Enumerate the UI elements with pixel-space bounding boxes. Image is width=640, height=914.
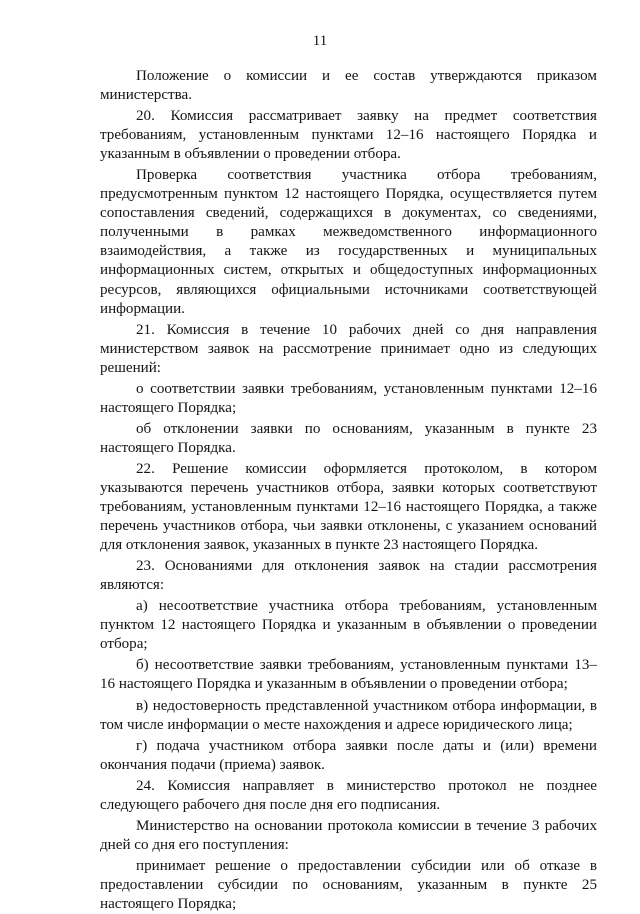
paragraph: г) подача участником отбора заявки после даты и (или) времени окончания подачи (приема) заявок. [100, 737, 597, 773]
paragraph: 24. Комиссия направляет в министерство протокол не позднее следующего рабочего дня после дня его подписания. [100, 777, 597, 813]
paragraph: б) несоответствие заявки требованиям, установленным пунктами 13–16 настоящего Порядка и указанным в объявлении о проведении отбора; [100, 657, 597, 693]
paragraph: в) недостоверность представленной участником отбора информации, в том числе информации о месте нахождения и адресе юридического лица; [100, 697, 597, 733]
paragraph: об отклонении заявки по основаниям, указанным в пункте 23 настоящего Порядка. [100, 420, 597, 456]
paragraph: о соответствии заявки требованиям, установленным пунктами 12–16 настоящего Порядка; [100, 380, 597, 416]
paragraph: 23. Основаниями для отклонения заявок на стадии рассмотрения являются: [100, 558, 597, 594]
paragraph: Проверка соответствия участника отбора требованиям, предусмотренным пунктом 12 настоящего Порядка, осуществляется путем сопоставления сведений, содержащихся в документах, со сведениями, полученными в рамках межведомственного информационного взаимодействия, а также из государственных и муниципальных информационных систем, открытых и общедоступных информационных ресурсов, являющихся официальными источниками соответствующей информации. [100, 167, 597, 317]
paragraph: 21. Комиссия в течение 10 рабочих дней со дня направления министерством заявок на рассмотрение принимает одно из следующих решений: [100, 321, 597, 376]
document-body [100, 67, 597, 914]
page-number: 11 [312, 33, 328, 49]
paragraph: 20. Комиссия рассматривает заявку на предмет соответствия требованиям, установленным пунктами 12–16 настоящего Порядка и указанным в объявлении о проведении отбора. [100, 108, 597, 163]
paragraph: а) несоответствие участника отбора требованиям, установленным пунктом 12 настоящего Порядка и указанным в объявлении о проведении отбора; [100, 598, 597, 653]
paragraph: Министерство на основании протокола комиссии в течение 3 рабочих дней со дня его поступления: [100, 817, 597, 853]
paragraph: Положение о комиссии и ее состав утверждаются приказом министерства. [100, 68, 597, 104]
paragraph: принимает решение о предоставлении субсидии или об отказе в предоставлении субсидии по основаниям, указанным в пункте 25 настоящего Порядка; [100, 857, 597, 912]
paragraph: 22. Решение комиссии оформляется протоколом, в котором указываются перечень участников отбора, заявки которых соответствуют требованиям, установленным пунктами 12–16 настоящего Порядка, а также перечень участников отбора, чьи заявки отклонены, с указанием оснований для отклонения заявок, указанных в пункте 23 настоящего Порядка. [100, 460, 597, 554]
